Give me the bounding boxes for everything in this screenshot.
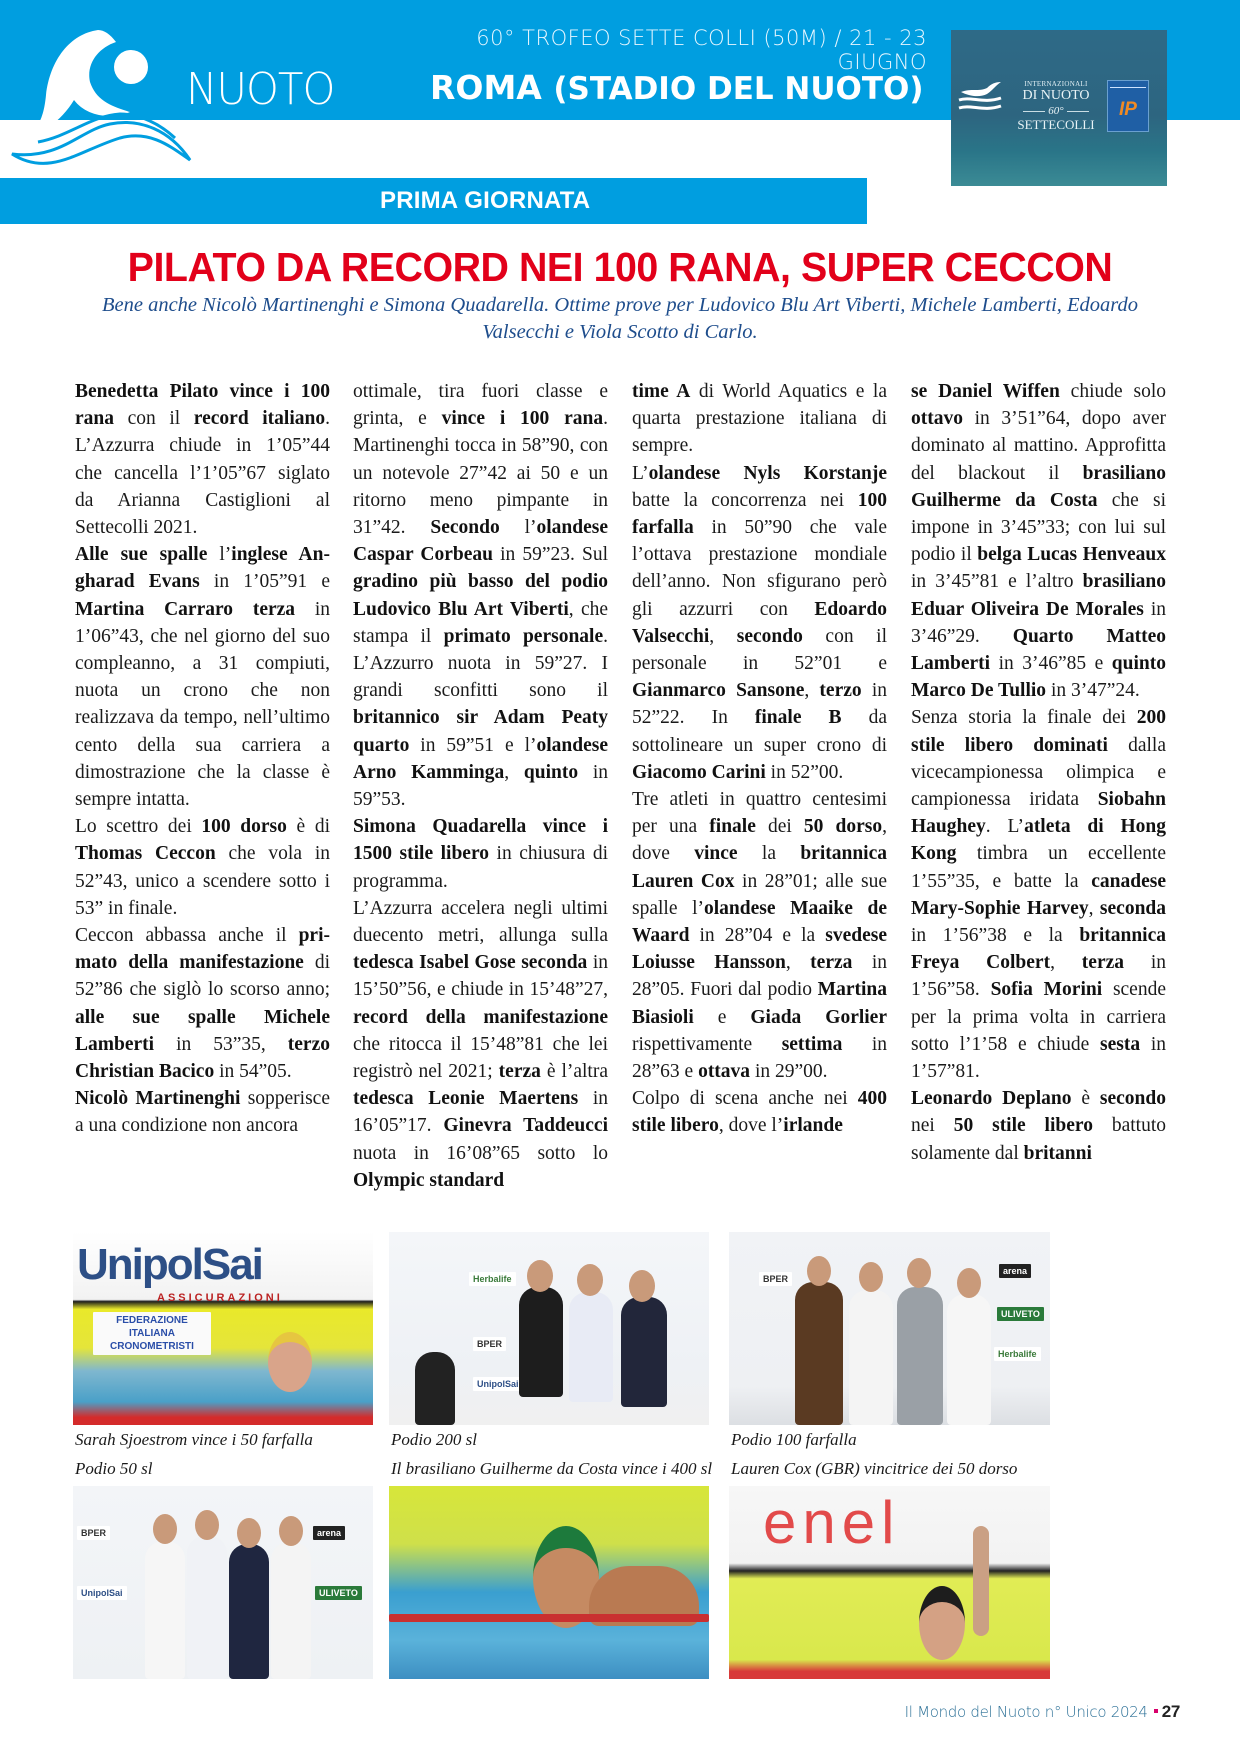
body-text: nei xyxy=(911,1115,954,1137)
body-text: che vola in 52”43, unico a scendere sotto i 53” in finale. xyxy=(75,843,330,919)
page-footer xyxy=(880,1702,1180,1722)
article-paragraph xyxy=(75,541,330,813)
body-text: L’ xyxy=(632,462,649,484)
bold-text: britannico sir Adam Peaty quarto xyxy=(353,707,608,756)
body-text: , che stampa il xyxy=(353,598,608,647)
body-text: e xyxy=(693,1006,751,1028)
bold-text: irlande xyxy=(783,1115,843,1137)
article-paragraph xyxy=(353,378,608,813)
body-text: in 52”22. In xyxy=(632,680,887,729)
athlete xyxy=(897,1287,943,1425)
bold-text: Olympic standard xyxy=(353,1169,505,1191)
athlete xyxy=(569,1292,613,1402)
body-text: ottimale, tira fuori classe e grinta, e xyxy=(353,381,608,430)
wave-icon xyxy=(957,78,1005,118)
bold-text: record della manifestazione xyxy=(353,1006,608,1028)
body-text: l’ xyxy=(207,544,232,566)
photo-lauren-cox xyxy=(729,1486,1050,1679)
photo-sjoestrom xyxy=(73,1232,373,1425)
bold-text: inglese Angharad Evans xyxy=(75,544,330,593)
bold-text: 50 dorso xyxy=(803,816,883,838)
athlete xyxy=(229,1544,269,1679)
body-text: è di xyxy=(286,816,330,838)
athlete-head xyxy=(577,1264,603,1296)
article-column-3 xyxy=(632,378,887,1140)
bold-text: 100 rana xyxy=(75,381,330,430)
athlete-head xyxy=(957,1268,981,1298)
article-paragraph xyxy=(75,813,330,922)
body-text: in 29”00. xyxy=(750,1061,828,1083)
bold-text: Leonardo Deplano xyxy=(911,1088,1072,1110)
bold-text: atleta di Hong Kong xyxy=(911,816,1166,865)
athlete xyxy=(187,1536,227,1679)
body-text: , dove l’ xyxy=(718,1115,784,1137)
bold-text: finale xyxy=(709,816,756,838)
body-text: , xyxy=(504,761,524,783)
bold-text: finale B xyxy=(754,707,842,729)
article-paragraph xyxy=(75,922,330,1085)
athlete xyxy=(849,1290,893,1425)
body-text: l’ xyxy=(499,517,537,539)
body-text: chiude solo xyxy=(1059,381,1166,402)
photo-podio-50sl xyxy=(73,1486,373,1679)
body-text: in 28”05. Fuori dal podio xyxy=(632,952,888,1001)
bold-text: 400 stile libero xyxy=(632,1088,887,1137)
bold-text: Giada Gorlier xyxy=(750,1006,887,1028)
body-text: in 59”23. Sul xyxy=(493,544,608,566)
bold-text: quinto xyxy=(523,761,579,783)
body-text: nuota in 16’08”65 sotto lo xyxy=(353,1142,608,1164)
athlete xyxy=(947,1294,991,1425)
article-paragraph xyxy=(911,704,1166,1085)
article-paragraph xyxy=(353,895,608,1194)
body-text: da sottolineare un super crono di xyxy=(632,707,887,756)
article-paragraph xyxy=(632,460,887,786)
bold-text: vince xyxy=(694,843,738,865)
bold-text: alle sue spalle Michele Lamberti xyxy=(75,1006,330,1055)
body-text: dalla vicecampionessa olimpica e campionessa iridata xyxy=(911,734,1166,811)
body-text: con il xyxy=(114,408,194,430)
photo-da-costa xyxy=(389,1486,709,1679)
athlete-head xyxy=(859,1262,883,1292)
arena-logo: arena xyxy=(999,1264,1031,1278)
body-text: in 1’56”38 e la xyxy=(911,925,1080,947)
venue-place: (STADIO DEL NUOTO) xyxy=(553,71,924,107)
body-text: in 3’46”29. xyxy=(911,598,1166,647)
bold-text: Thomas Ceccon xyxy=(75,843,216,865)
body-text: in 3’45”81 e l’altro xyxy=(911,571,1083,593)
body-text: , xyxy=(1050,952,1082,974)
body-text: batte la concorrenza nei xyxy=(632,489,858,511)
body-text: in 1’05”91 e xyxy=(199,571,330,593)
athlete-head xyxy=(195,1510,219,1540)
settecolli-badge xyxy=(951,30,1167,186)
bold-text: olandese Caspar Corbeau xyxy=(353,517,608,566)
article-headline: PILATO DA RECORD NEI 100 RANA, SUPER CECCON xyxy=(127,244,1113,290)
bold-text: Giacomo Carini xyxy=(632,761,766,783)
badge-line3: 60° xyxy=(1011,105,1101,117)
body-text: è xyxy=(1071,1088,1100,1110)
bold-text: Martina Carraro terza xyxy=(75,598,296,620)
bold-text: seconda xyxy=(1099,897,1167,919)
photo-podio-100-farfalla xyxy=(729,1232,1050,1425)
article-paragraph xyxy=(75,1085,330,1139)
article-paragraph xyxy=(632,786,887,1085)
body-text: in 50”90 che vale l’ottava prestazione mondiale dell’anno. Non sfigurano però gli azzurri con xyxy=(632,517,887,620)
body-text: in 15’50”56, e chiude in 15’48”27, xyxy=(353,952,608,1001)
swimmer-head xyxy=(268,1332,312,1392)
venue-title xyxy=(430,68,924,107)
body-text: . L’Azzurra chiude in 1’05”44 che cancella l’1’05”67 siglato da Arianna Castiglioni al Settecolli 2021. xyxy=(75,408,330,539)
article-deck: Bene anche Nicolò Martinenghi e Simona Quadarella. Ottime prove per Ludovico Blu Art Viberti, Michele Lamberti, Edoardo Valsecchi e Viola Scotto di Carlo. xyxy=(101,294,1139,343)
badge-line1: INTERNAZIONALI xyxy=(1024,80,1088,88)
body-text: con il personale in 52”01 e xyxy=(632,625,888,675)
bold-text: olandese Nyls Korstanje xyxy=(648,462,887,484)
photo-podio-200sl xyxy=(389,1232,709,1425)
bold-text: canadese Mary-Sophie Harvey xyxy=(911,870,1166,919)
body-text: . L’Azzurro nuota in 59”27. I grandi sconfitti sono il xyxy=(353,625,608,702)
bold-text: 200 stile libero dominati xyxy=(911,707,1166,756)
swimmer-head xyxy=(919,1586,965,1660)
body-text: che si impone in 3’45”33; con lui sul podio il xyxy=(911,489,1166,566)
photo-caption: Podio 200 sl xyxy=(391,1430,477,1449)
herbalife-logo: Herbalife xyxy=(469,1272,516,1286)
ficr-board: FEDERAZIONE ITALIANA CRONOMETRISTI xyxy=(93,1312,211,1355)
bold-text: terza xyxy=(1081,952,1125,974)
badge-line4: SETTECOLLI xyxy=(1017,117,1095,132)
body-text: sopperisce a una condizione non ancora xyxy=(75,1088,330,1137)
body-text: di 52”86 che siglò lo scorso anno; xyxy=(75,952,330,1001)
body-text: in 28”04 e la xyxy=(689,925,826,947)
body-text: in 52”00. xyxy=(765,761,844,783)
body-text: in 59”53. xyxy=(353,761,608,811)
swimmer-wave-logo-icon xyxy=(10,20,210,180)
body-text: la xyxy=(737,843,801,865)
unipolsai-banner: UnipolSai xyxy=(77,1240,262,1289)
swimmer-arm xyxy=(973,1526,989,1636)
body-text: in 28”63 e xyxy=(632,1033,887,1083)
article-paragraph xyxy=(911,1085,1166,1167)
photo-caption: Podio 100 farfalla xyxy=(731,1430,857,1449)
bold-text: record italiano xyxy=(193,408,326,430)
article-paragraph xyxy=(353,813,608,895)
bold-text: svedese Loiusse Hansson xyxy=(632,925,887,974)
athlete xyxy=(621,1297,667,1407)
official xyxy=(795,1282,843,1425)
athlete-head xyxy=(279,1516,303,1546)
body-text: Senza storia la finale dei xyxy=(911,707,1137,729)
article-column-1 xyxy=(75,378,330,1140)
bper-logo: BPER xyxy=(473,1337,506,1351)
body-text: . Martinenghi tocca in 58”90, con un notevole 27”42 ai 50 e un ritorno meno pimpante in 31”42. xyxy=(353,408,609,539)
ip-sponsor-logo: IP xyxy=(1107,80,1149,132)
bold-text: se Daniel Wiffen xyxy=(911,381,1060,402)
bold-text: Simona Quadarella vince i 1500 stile libero xyxy=(353,816,608,865)
body-text: in chiusura di programma. xyxy=(353,843,608,892)
body-text: in 28”01; alle sue spalle l’ xyxy=(632,870,887,919)
bold-text: Quarto Matteo Lamberti xyxy=(911,625,1166,675)
athlete-head xyxy=(237,1518,261,1548)
bold-text: sesta xyxy=(1100,1033,1141,1055)
bold-text: tedesca Isabel Gose seconda xyxy=(353,952,588,974)
bold-text: Nicolò Martinenghi xyxy=(75,1088,241,1110)
body-text: rispettivamente xyxy=(632,1033,782,1055)
enel-logo: enel xyxy=(763,1489,901,1556)
page-number: 27 xyxy=(1161,1702,1180,1721)
publication-name: Il Mondo del Nuoto n° Unico 2024 xyxy=(904,1703,1148,1721)
bold-text: Sofia Morini xyxy=(990,979,1103,1001)
bold-text: terzo Christian Bacico xyxy=(75,1033,330,1083)
body-text: Ceccon abbassa anche il xyxy=(75,925,299,947)
bold-text: time A xyxy=(632,381,691,402)
body-text: in 3’46”85 e xyxy=(990,653,1112,675)
bold-text: terza xyxy=(810,952,853,974)
bold-text: olandese Arno Kamminga xyxy=(353,734,608,783)
article-paragraph xyxy=(632,1085,887,1139)
bold-text: ottava xyxy=(698,1061,751,1083)
photo-caption: Lauren Cox (GBR) vincitrice dei 50 dorso xyxy=(731,1459,1018,1478)
bold-text: quinto Marco De Tullio xyxy=(911,653,1166,702)
article-column-4 xyxy=(911,378,1166,1167)
bold-text: belga Lucas Henveaux xyxy=(977,544,1166,566)
venue-city: ROMA xyxy=(430,68,542,107)
athlete xyxy=(271,1542,311,1679)
lane-rope xyxy=(389,1614,709,1622)
bold-text: brasiliano Guilherme da Costa xyxy=(911,462,1166,511)
body-text: in 53”35, xyxy=(154,1033,288,1055)
bold-text: 100 dorso xyxy=(201,816,287,838)
unipolsai-logo: UnipolSai xyxy=(473,1377,523,1391)
bold-text: 50 stile libero xyxy=(953,1115,1093,1137)
athlete xyxy=(519,1287,563,1397)
bold-text: Secondo xyxy=(430,517,500,539)
unipolsai-logo: UnipolSai xyxy=(77,1586,127,1600)
body-text: in 16’05”17. xyxy=(353,1088,608,1137)
body-text: . L’ xyxy=(985,816,1025,838)
athlete-head xyxy=(527,1260,553,1292)
day-label: PRIMA GIORNATA xyxy=(380,187,591,214)
bold-text: Ginevra Taddeucci xyxy=(443,1115,608,1137)
body-text: in 3’47”24. xyxy=(1046,680,1140,702)
bold-text: settima xyxy=(781,1033,843,1055)
body-text: , xyxy=(804,680,820,702)
bold-text: Benedetta Pilato vince i xyxy=(75,381,301,402)
bold-text: tedesca Leonie Maertens xyxy=(353,1088,579,1110)
body-text: in 1’06”43, che nel giorno del suo compleanno, a 31 compiuti, nuota un crono che non realizzava da tempo, nell’ultimo cento della sua carriera a dimostrazione che la classe è sempre intatta. xyxy=(75,598,330,811)
bold-text: secondo xyxy=(1099,1088,1166,1110)
article-paragraph xyxy=(632,378,887,460)
bold-text: vince i 100 rana xyxy=(441,408,604,430)
article-paragraph xyxy=(75,378,330,541)
bold-text: britanni xyxy=(1023,1142,1092,1164)
bper-logo: BPER xyxy=(77,1526,110,1540)
bold-text: 100 farfalla xyxy=(632,489,887,539)
bold-text: ottavo xyxy=(911,408,963,430)
body-text: è l’altra xyxy=(540,1061,608,1083)
body-text: di World Aquatics e la quarta prestazione italiana di sempre. xyxy=(632,381,887,457)
herbalife-logo: Herbalife xyxy=(994,1347,1041,1361)
event-line: 60° TROFEO SETTE COLLI (50M) / 21 - 23 GIUGNO xyxy=(476,26,927,74)
badge-line2: DI NUOTO xyxy=(1022,88,1090,103)
body-text: scende per la prima volta in carriera sotto l’1’58 e chiude xyxy=(911,979,1166,1055)
body-text: , xyxy=(785,952,811,974)
body-text: battuto solamente dal xyxy=(911,1115,1166,1164)
bold-text: terzo xyxy=(819,680,862,702)
official-head xyxy=(153,1514,177,1544)
arena-logo: arena xyxy=(313,1526,345,1540)
bold-text: brasiliano Eduar Oliveira De Morales xyxy=(911,571,1166,620)
assicurazioni-label: ASSICURAZIONI xyxy=(157,1292,283,1304)
bold-text: primato della manifestazione xyxy=(75,925,330,974)
body-text: in 3’51”64, dopo aver dominato al mattino. Approfitta del blackout il xyxy=(911,408,1166,484)
separator-dot-icon xyxy=(1154,1709,1158,1713)
bold-text: Martina Biasioli xyxy=(632,979,887,1028)
athlete-head xyxy=(907,1258,931,1288)
official xyxy=(145,1541,185,1679)
article-paragraph xyxy=(911,378,1166,704)
article-column-2 xyxy=(353,378,608,1194)
body-text: , xyxy=(709,625,737,647)
body-text: Lo scettro dei xyxy=(75,816,202,838)
body-text: in 54”05. xyxy=(214,1061,292,1083)
bold-text: olandese Maaike de Waard xyxy=(632,897,887,947)
photo-caption: Il brasiliano Guilherme da Costa vince i 400 sl xyxy=(391,1459,713,1478)
presenter xyxy=(415,1352,455,1425)
body-text: che ritocca il 15’48”81 che lei registrò nel 2021; xyxy=(353,1033,608,1083)
uliveto-logo: ULIVETO xyxy=(315,1586,362,1600)
bper-logo: BPER xyxy=(759,1272,792,1286)
body-text: , xyxy=(1088,897,1100,919)
official-head xyxy=(807,1256,831,1286)
bold-text: secondo xyxy=(736,625,803,647)
photo-caption: Sarah Sjoestrom vince i 50 farfalla xyxy=(75,1430,313,1449)
bold-text: britannica Freya Colbert xyxy=(911,925,1166,974)
body-text: Colpo di scena anche nei xyxy=(632,1088,858,1110)
body-text: , dove xyxy=(632,816,887,865)
body-text: dei xyxy=(755,816,804,838)
athlete-head xyxy=(629,1270,655,1302)
uliveto-logo: ULIVETO xyxy=(997,1307,1044,1321)
photo-caption: Podio 50 sl xyxy=(75,1459,153,1478)
body-text: timbra un eccellente 1’55”35, e batte la xyxy=(911,843,1166,892)
bold-text: Edoardo Valsecchi xyxy=(632,598,887,647)
bold-text: Gianmarco Sansone xyxy=(632,680,805,702)
bold-text: Siobahn Haughey xyxy=(911,789,1166,838)
bold-text: Alle sue spalle xyxy=(75,544,208,566)
bold-text: gradino più basso del podio Ludovico Blu Art Viberti xyxy=(353,571,608,620)
bold-text: primato personale xyxy=(443,625,604,647)
body-text: in 1’57”81. xyxy=(911,1033,1166,1083)
bold-text: britannica Lauren Cox xyxy=(632,843,888,892)
body-text: L’Azzurra accelera negli ultimi duecento metri, allunga sulla xyxy=(353,897,608,947)
body-text: in 59”51 e l’ xyxy=(409,734,537,756)
body-text: in 1’56”58. xyxy=(911,952,1167,1001)
bold-text: terza xyxy=(498,1061,541,1083)
section-title: NUOTO xyxy=(186,64,335,115)
body-text: Tre atleti in quattro centesimi per una xyxy=(632,789,887,838)
